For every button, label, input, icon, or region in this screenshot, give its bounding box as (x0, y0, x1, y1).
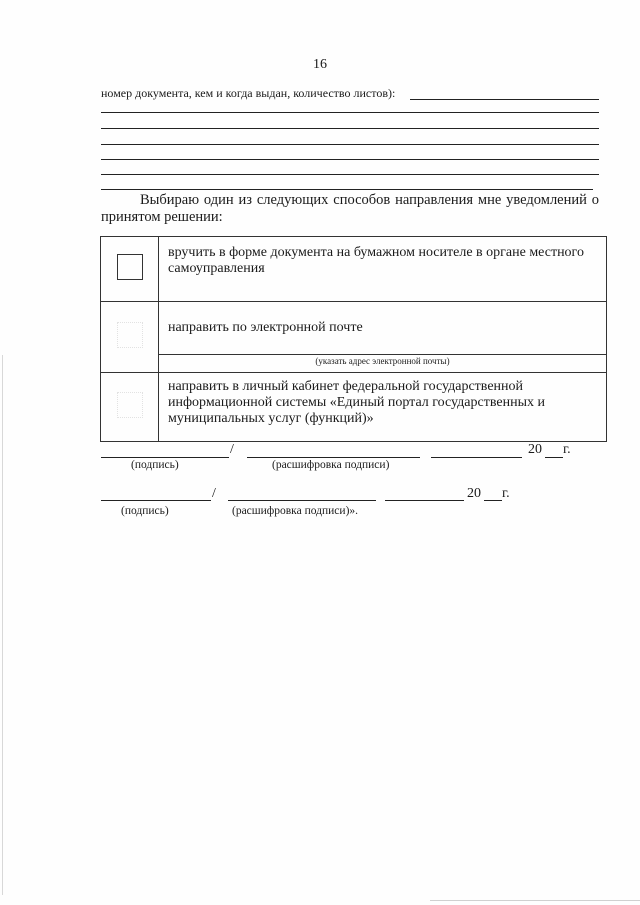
signature-slash: / (212, 486, 216, 501)
signature-decoding-field[interactable] (228, 500, 376, 501)
blank-line[interactable] (101, 128, 599, 129)
blank-line[interactable] (101, 159, 599, 160)
option-row (101, 373, 607, 442)
document-details-label: номер документа, кем и когда выдан, количество листов): (101, 86, 396, 100)
option-email-checkbox[interactable] (117, 322, 143, 348)
email-address-hint: (указать адрес электронной почты) (315, 356, 450, 366)
year-field[interactable] (484, 500, 502, 501)
blank-line[interactable] (101, 174, 599, 175)
option-paper-text: вручить в форме документа на бумажном носителе в органе местного самоуправления (159, 237, 607, 302)
scan-edge-bottom (430, 900, 640, 901)
option-row (101, 302, 607, 373)
year-prefix: 20 (528, 442, 542, 457)
option-email-text: направить по электронной почте (168, 320, 363, 335)
signature-field[interactable] (101, 500, 211, 501)
signature-caption: (подпись) (131, 459, 179, 471)
year-field[interactable] (545, 457, 563, 458)
blank-line[interactable] (101, 112, 599, 113)
option-checkbox-cell (101, 302, 159, 373)
option-portal-text: направить в личный кабинет федеральной государственной информационной системы «Единый портал государственных и муниципальных услуг (функций)» (159, 373, 607, 442)
intro-text: Выбираю один из следующих способов направления мне уведомлений о (140, 192, 599, 208)
option-checkbox-cell (101, 237, 159, 302)
document-details-field[interactable] (410, 99, 599, 100)
blank-line[interactable] (101, 144, 599, 145)
option-checkbox-cell (101, 373, 159, 442)
intro-text-continued: принятом решении: (101, 209, 223, 225)
option-portal-checkbox[interactable] (117, 392, 143, 418)
option-paper-checkbox[interactable] (117, 254, 143, 280)
option-row (101, 237, 607, 302)
year-prefix: 20 (467, 486, 481, 501)
signature-slash: / (230, 442, 234, 457)
decoding-caption: (расшифровка подписи)». (232, 505, 359, 517)
signature-field[interactable] (101, 457, 229, 458)
year-suffix: г. (502, 486, 510, 501)
notification-options-table (100, 236, 607, 442)
page-number: 16 (313, 57, 327, 72)
date-field[interactable] (431, 457, 522, 458)
decoding-caption: (расшифровка подписи) (272, 459, 390, 471)
date-field[interactable] (385, 500, 464, 501)
scan-edge-left (2, 355, 3, 895)
blank-line[interactable] (101, 189, 593, 190)
signature-decoding-field[interactable] (247, 457, 420, 458)
signature-caption: (подпись) (121, 505, 169, 517)
year-suffix: г. (563, 442, 571, 457)
option-email-cell (159, 302, 607, 373)
